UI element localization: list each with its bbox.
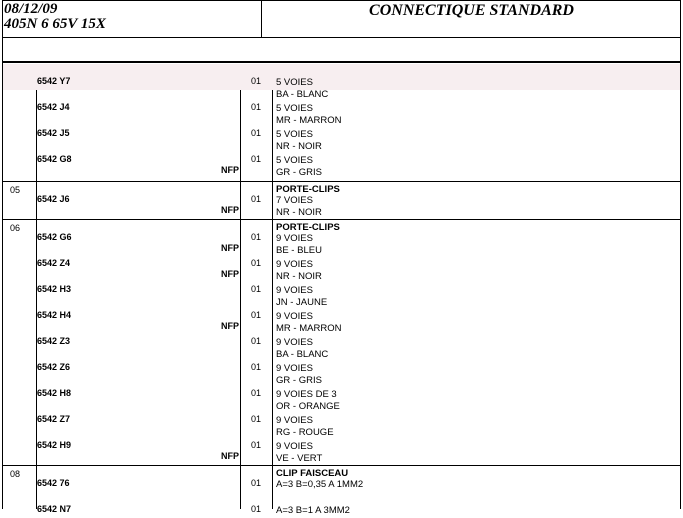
part-description: 9 VOIES bbox=[276, 233, 313, 244]
table-row bbox=[3, 116, 680, 152]
nfp-flag: NFP bbox=[221, 243, 239, 253]
part-description: 5 VOIES bbox=[276, 77, 313, 88]
part-color: BE - BLEU bbox=[276, 245, 322, 256]
table-row bbox=[3, 272, 680, 308]
header-model: 405N 6 65V 15X bbox=[4, 16, 106, 32]
table-row bbox=[3, 220, 680, 256]
page-title: CONNECTIQUE STANDARD bbox=[369, 2, 574, 19]
table-row bbox=[3, 350, 680, 386]
part-quantity: 01 bbox=[251, 388, 262, 398]
part-description: A=3 B=0,35 A 1MM2 bbox=[276, 479, 364, 490]
table-row bbox=[3, 466, 680, 492]
part-color: NR - NOIR bbox=[276, 141, 322, 152]
part-description: A=3 B=1 A 3MM2 bbox=[276, 505, 350, 516]
group-title: PORTE-CLIPS bbox=[276, 184, 340, 195]
nfp-flag: NFP bbox=[221, 269, 239, 279]
part-description: 9 VOIES DE 3 bbox=[276, 389, 337, 400]
part-color: OR - ORANGE bbox=[276, 401, 340, 412]
part-quantity: 01 bbox=[251, 504, 262, 514]
table-row bbox=[3, 324, 680, 360]
table-row bbox=[3, 492, 680, 518]
table-row bbox=[3, 64, 680, 100]
part-reference: 6542 H3 bbox=[37, 284, 72, 294]
part-color: NR - NOIR bbox=[276, 207, 322, 218]
header-date: 08/12/09 bbox=[4, 1, 58, 17]
part-quantity: 01 bbox=[251, 336, 262, 346]
part-quantity: 01 bbox=[251, 478, 262, 488]
part-color: BA - BLANC bbox=[276, 349, 329, 360]
part-reference: 6542 G6 bbox=[37, 232, 72, 242]
part-reference: 6542 N7 bbox=[37, 504, 72, 514]
part-quantity: 01 bbox=[251, 310, 262, 320]
part-quantity: 01 bbox=[251, 102, 262, 112]
part-reference: 6542 H4 bbox=[37, 310, 72, 320]
part-quantity: 01 bbox=[251, 258, 262, 268]
part-reference: 6542 76 bbox=[37, 478, 70, 488]
nfp-flag: NFP bbox=[221, 165, 239, 175]
part-reference: 6542 Z6 bbox=[37, 362, 71, 372]
blank-row bbox=[2, 38, 681, 63]
part-reference: 6542 J4 bbox=[37, 102, 70, 112]
part-reference: 6542 J6 bbox=[37, 194, 70, 204]
part-quantity: 01 bbox=[251, 76, 262, 86]
part-description: 9 VOIES bbox=[276, 337, 313, 348]
part-description: 5 VOIES bbox=[276, 155, 313, 166]
part-reference: 6542 Z7 bbox=[37, 414, 71, 424]
nfp-flag: NFP bbox=[221, 205, 239, 215]
part-description: 9 VOIES bbox=[276, 311, 313, 322]
part-color: GR - GRIS bbox=[276, 375, 322, 386]
table-row bbox=[3, 428, 680, 464]
table-row bbox=[3, 246, 680, 282]
part-reference: 6542 Z4 bbox=[37, 258, 71, 268]
part-color: BA - BLANC bbox=[276, 89, 329, 100]
part-color: VE - VERT bbox=[276, 453, 323, 464]
part-reference: 6542 Y7 bbox=[37, 76, 71, 86]
table-row bbox=[3, 402, 680, 438]
part-description: 9 VOIES bbox=[276, 259, 313, 270]
part-quantity: 01 bbox=[251, 414, 262, 424]
part-color: NR - NOIR bbox=[276, 271, 322, 282]
part-quantity: 01 bbox=[251, 128, 262, 138]
part-color: GR - GRIS bbox=[276, 167, 322, 178]
nfp-flag: NFP bbox=[221, 321, 239, 331]
page-header bbox=[2, 0, 681, 38]
header-info bbox=[4, 2, 106, 32]
table-row bbox=[3, 298, 680, 334]
part-quantity: 01 bbox=[251, 194, 262, 204]
part-description: 9 VOIES bbox=[276, 415, 313, 426]
part-description: 7 VOIES bbox=[276, 195, 313, 206]
table-row bbox=[3, 182, 680, 218]
part-quantity: 01 bbox=[251, 284, 262, 294]
part-quantity: 01 bbox=[251, 440, 262, 450]
part-quantity: 01 bbox=[251, 362, 262, 372]
part-description: 9 VOIES bbox=[276, 441, 313, 452]
part-description: 5 VOIES bbox=[276, 103, 313, 114]
group-title: CLIP FAISCEAU bbox=[276, 468, 349, 479]
part-description: 9 VOIES bbox=[276, 363, 313, 374]
part-color: JN - JAUNE bbox=[276, 297, 328, 308]
part-color: MR - MARRON bbox=[276, 115, 342, 126]
table-row bbox=[3, 90, 680, 126]
nfp-flag: NFP bbox=[221, 451, 239, 461]
table-row bbox=[3, 376, 680, 412]
part-quantity: 01 bbox=[251, 154, 262, 164]
part-description: 5 VOIES bbox=[276, 129, 313, 140]
group-number: 05 bbox=[10, 185, 21, 195]
group-title: PORTE-CLIPS bbox=[276, 222, 340, 233]
part-reference: 6542 H8 bbox=[37, 388, 72, 398]
part-quantity: 01 bbox=[251, 232, 262, 242]
part-reference: 6542 Z3 bbox=[37, 336, 71, 346]
table-row bbox=[3, 142, 680, 178]
part-color: RG - ROUGE bbox=[276, 427, 334, 438]
part-color: MR - MARRON bbox=[276, 323, 342, 334]
part-reference: 6542 G8 bbox=[37, 154, 72, 164]
part-description: 9 VOIES bbox=[276, 285, 313, 296]
group-number: 06 bbox=[10, 223, 21, 233]
part-reference: 6542 J5 bbox=[37, 128, 70, 138]
part-reference: 6542 H9 bbox=[37, 440, 72, 450]
group-number: 08 bbox=[10, 469, 21, 479]
